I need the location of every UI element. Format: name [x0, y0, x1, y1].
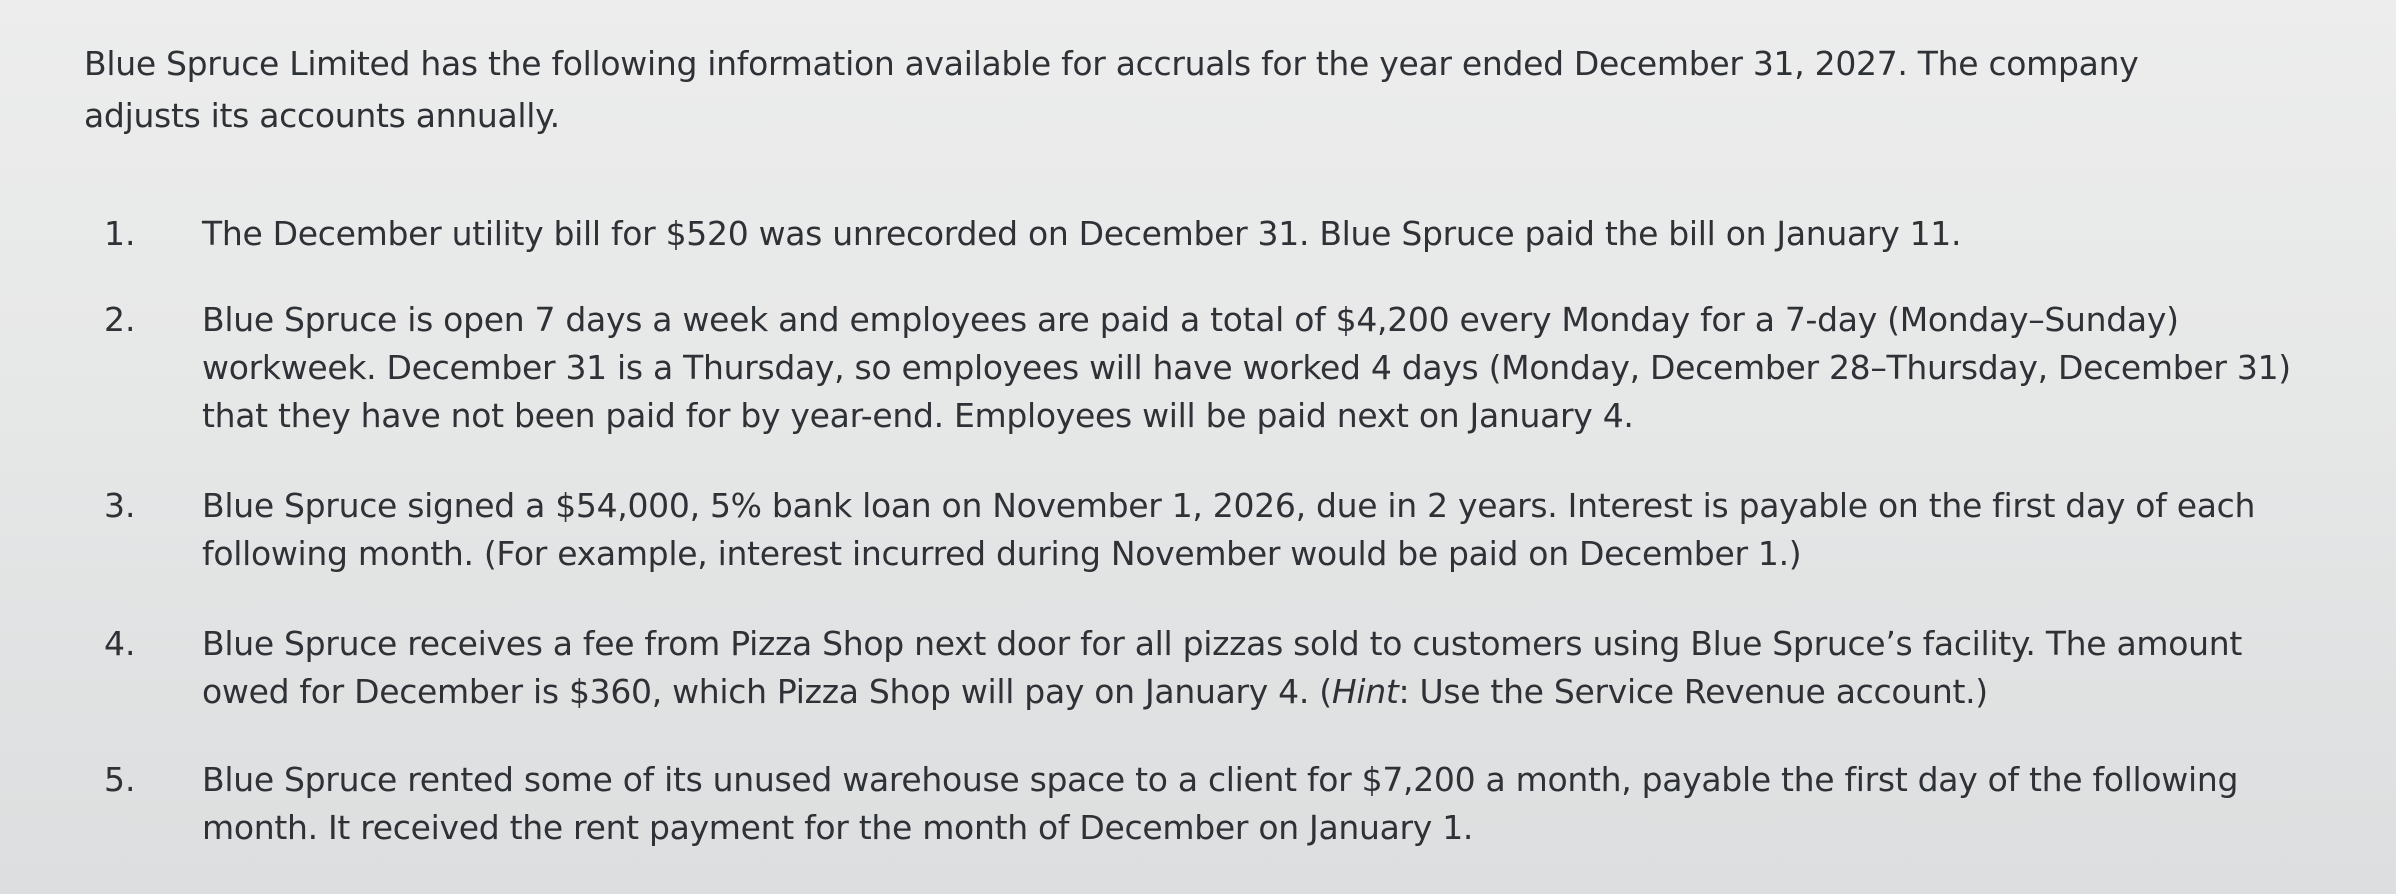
item-number: 3. [104, 486, 136, 525]
item-text: Blue Spruce is open 7 days a week and employees are paid a total of $4,200 every Monday for a 7-day (Monday–Sunday) workweek. December 31 is a Thursday, so employees will have worked 4 days (Monday, December 28–Thursday, December 31) that they have not been paid for by year-end. Employees will be paid next on January 4. [202, 300, 2291, 435]
item-text: Blue Spruce signed a $54,000, 5% bank loan on November 1, 2026, due in 2 years. Interest is payable on the first day of each following month. (For example, interest incurred during November would be paid on December 1.) [202, 486, 2256, 573]
item-text: Blue Spruce rented some of its unused warehouse space to a client for $7,200 a month, payable the first day of the following month. It received the rent payment for the month of December on January 1. [202, 760, 2239, 847]
hint-label: Hint [1331, 672, 1399, 711]
item-number: 1. [104, 214, 136, 253]
item-number: 2. [104, 300, 136, 339]
item-text-part: : Use the Service Revenue account.) [1398, 672, 1988, 711]
item-number: 4. [104, 624, 136, 663]
item-number: 5. [104, 760, 136, 799]
intro-paragraph: Blue Spruce Limited has the following information available for accruals for the year ended December 31, 2027. The company adjusts its accounts annually. [84, 44, 2139, 135]
item-text [202, 620, 2292, 716]
item-text: The December utility bill for $520 was unrecorded on December 31. Blue Spruce paid the bill on January 11. [202, 214, 1962, 253]
item-text-part: Blue Spruce receives a fee from Pizza Shop next door for all pizzas sold to customers using Blue Spruce’s facility. The amount owed for December is $360, which Pizza Shop will pay on January 4. ( [202, 624, 2243, 711]
